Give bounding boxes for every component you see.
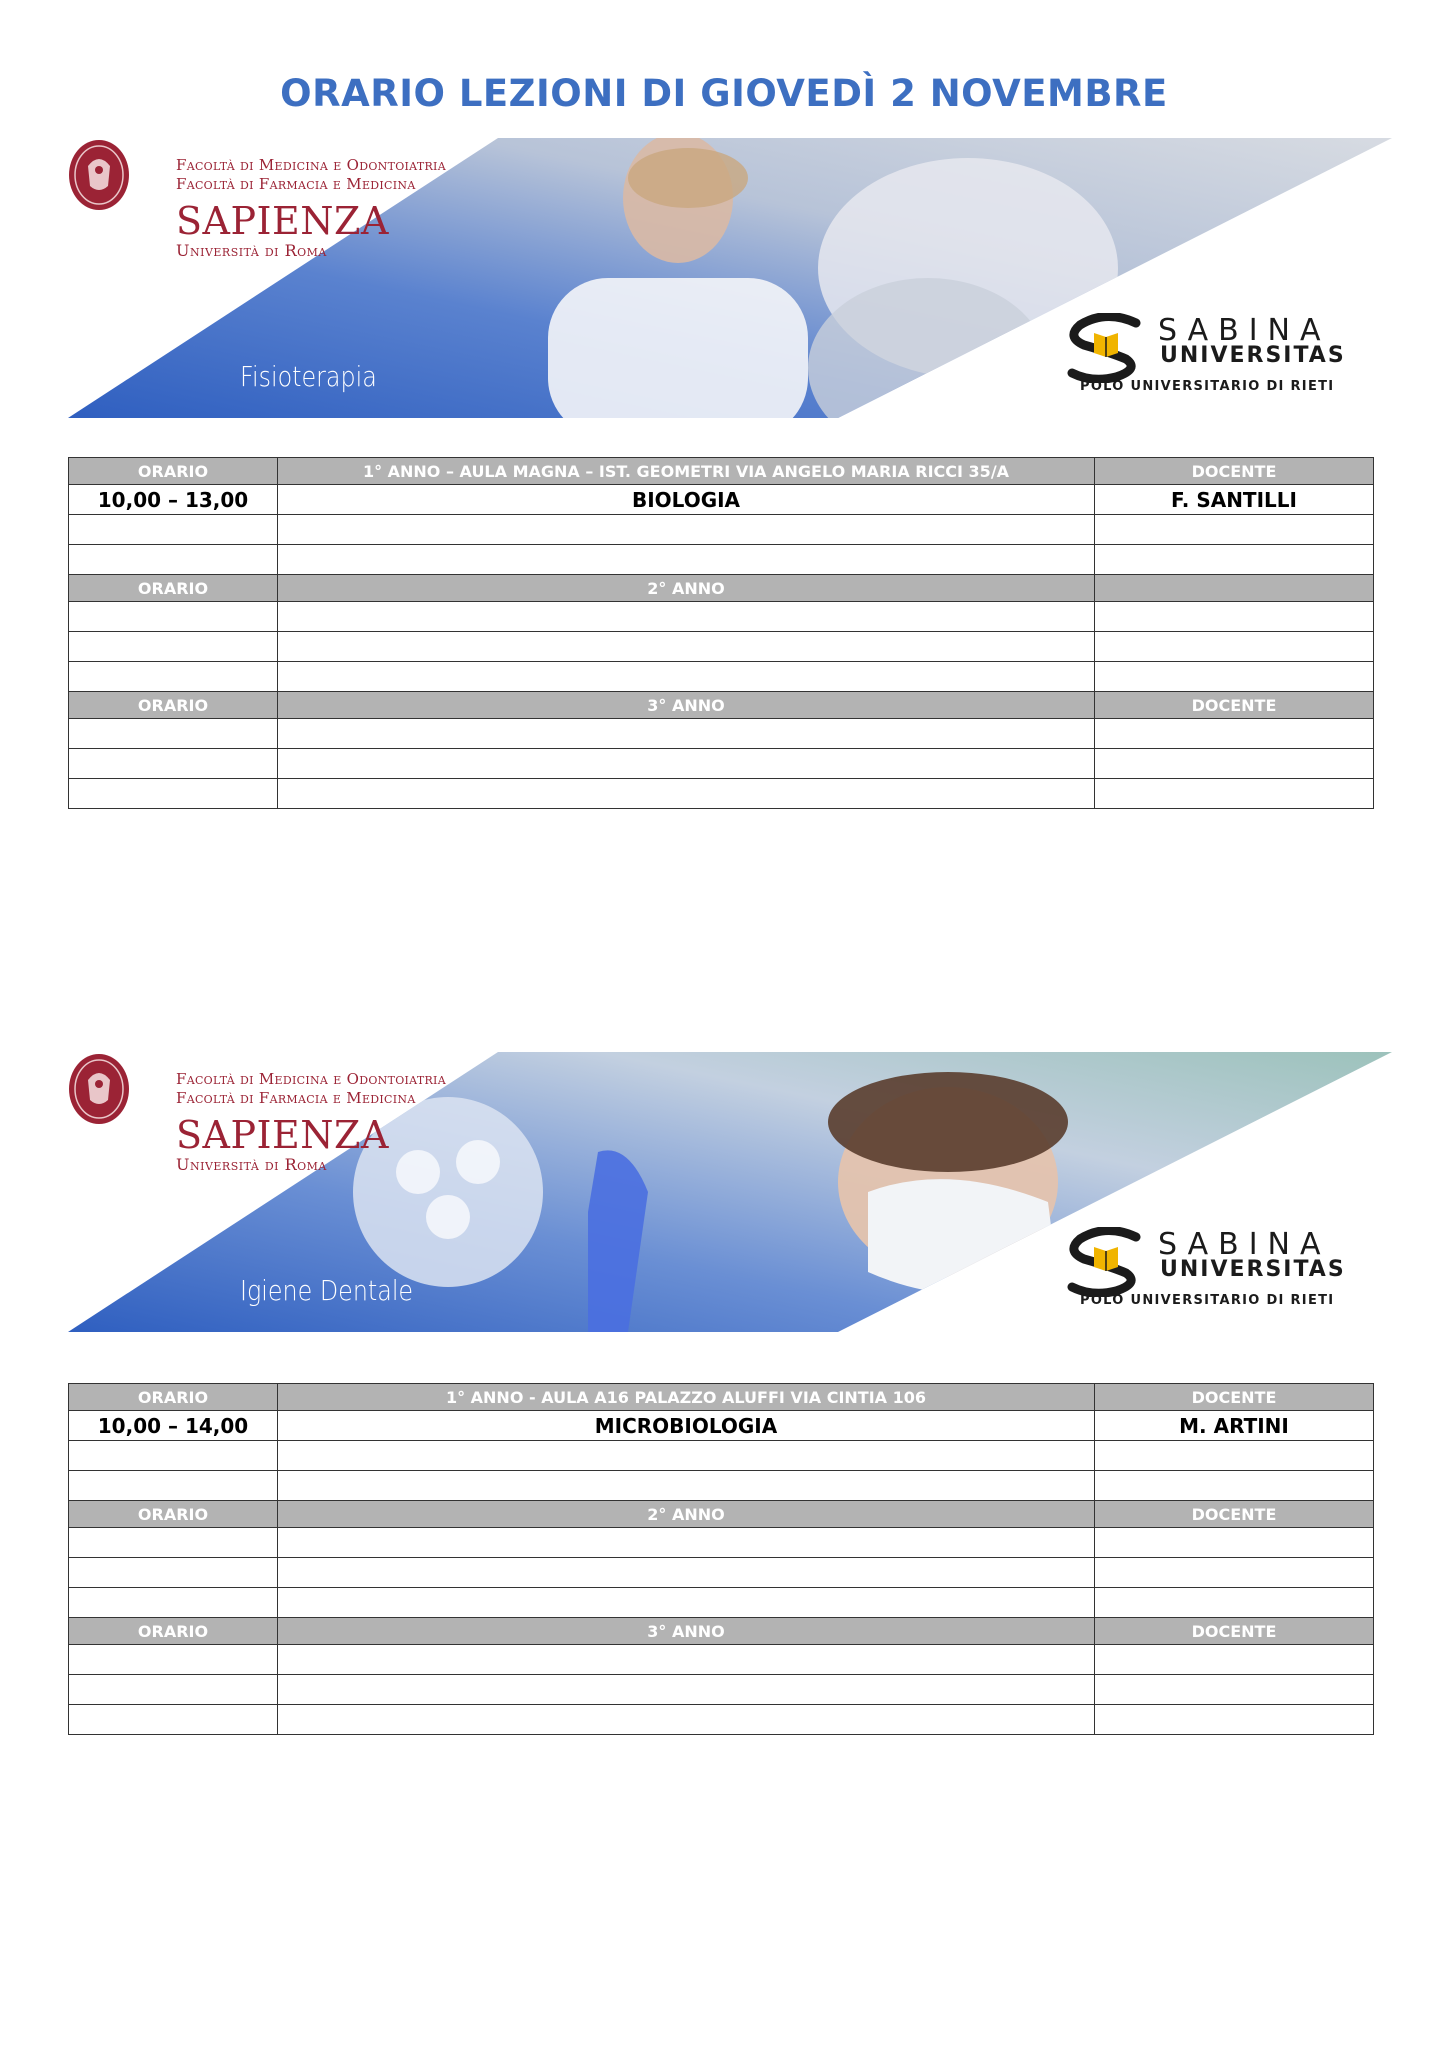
table-row [69,632,1374,662]
faculty-line-farmacia-medicina: Facoltà di Farmacia e Medicina [176,175,416,193]
header-cell-time: ORARIO [69,458,278,485]
cell-time [69,1471,278,1501]
header-cell-time: ORARIO [69,692,278,719]
table-row [69,1645,1374,1675]
partner-subtitle: UNIVERSITAS [1160,343,1346,368]
cell-teacher [1095,1645,1374,1675]
faculty-line-farmacia-medicina: Facoltà di Farmacia e Medicina [176,1089,416,1107]
cell-teacher [1095,1528,1374,1558]
table-row [69,545,1374,575]
cell-time [69,1675,278,1705]
cell-time [69,602,278,632]
cell-time: 10,00 – 14,00 [69,1411,278,1441]
table-row [69,662,1374,692]
cell-time [69,1528,278,1558]
header-cell-year-room: 3° ANNO [278,692,1095,719]
cell-time [69,779,278,809]
table-row [69,719,1374,749]
partner-tagline: POLO UNIVERSITARIO DI RIETI [1080,1293,1335,1308]
cell-subject [278,749,1095,779]
table-header-row-year-2 [69,1501,1374,1528]
cell-teacher [1095,1558,1374,1588]
cell-teacher [1095,545,1374,575]
header-cell-year-room: 3° ANNO [278,1618,1095,1645]
table-row [69,602,1374,632]
header-cell-teacher [1095,575,1374,602]
table-header-row-year-1 [69,1384,1374,1411]
table-row [69,1441,1374,1471]
page-title: ORARIO LEZIONI DI GIOVEDÌ 2 NOVEMBRE [280,72,1168,115]
cell-subject [278,1645,1095,1675]
partner-name: SABINA [1158,313,1331,348]
cell-subject [278,1558,1095,1588]
cell-teacher [1095,632,1374,662]
cell-teacher [1095,1471,1374,1501]
sabina-universitas-logo [1066,313,1366,403]
partner-subtitle: UNIVERSITAS [1160,1257,1346,1282]
cell-subject [278,779,1095,809]
cell-subject [278,719,1095,749]
sapienza-seal-icon [68,1052,130,1126]
cell-subject [278,545,1095,575]
cell-time [69,1588,278,1618]
header-cell-teacher: DOCENTE [1095,1618,1374,1645]
course-name: Fisioterapia [240,360,377,393]
cell-teacher [1095,662,1374,692]
cell-subject [278,1471,1095,1501]
header-cell-time: ORARIO [69,1618,278,1645]
course-name: Igiene Dentale [240,1274,414,1307]
cell-teacher [1095,1675,1374,1705]
cell-teacher [1095,1441,1374,1471]
table-row [69,485,1374,515]
header-cell-year-room: 2° ANNO [278,1501,1095,1528]
course-banner-fisioterapia [68,138,1392,418]
sabina-book-icon [1066,313,1150,383]
schedule-table-fisioterapia [68,457,1374,809]
table-row [69,1675,1374,1705]
faculty-names [176,1070,446,1108]
header-cell-teacher: DOCENTE [1095,1501,1374,1528]
cell-subject [278,632,1095,662]
cell-subject [278,515,1095,545]
partner-name: SABINA [1158,1227,1331,1262]
table-row [69,749,1374,779]
cell-time [69,1705,278,1735]
cell-time [69,632,278,662]
table-row [69,1411,1374,1441]
cell-time [69,749,278,779]
header-cell-year-room: 1° ANNO – AULA MAGNA – IST. GEOMETRI VIA ANGELO MARIA RICCI 35/A [278,458,1095,485]
table-header-row-year-3 [69,692,1374,719]
table-header-row-year-3 [69,1618,1374,1645]
university-subtitle: Università di Roma [176,241,327,260]
partner-tagline: POLO UNIVERSITARIO DI RIETI [1080,379,1335,394]
cell-subject [278,1705,1095,1735]
cell-time [69,662,278,692]
sapienza-seal-icon [68,138,130,212]
university-subtitle: Università di Roma [176,1155,327,1174]
cell-subject [278,1528,1095,1558]
cell-time [69,545,278,575]
cell-time [69,515,278,545]
header-cell-time: ORARIO [69,1501,278,1528]
header-cell-teacher: DOCENTE [1095,1384,1374,1411]
faculty-line-medicina-odontoiatria: Facoltà di Medicina e Odontoiatria [176,156,446,174]
cell-subject [278,662,1095,692]
cell-time [69,1558,278,1588]
header-cell-time: ORARIO [69,1384,278,1411]
table-row [69,1558,1374,1588]
cell-time [69,719,278,749]
cell-time: 10,00 – 13,00 [69,485,278,515]
cell-teacher [1095,749,1374,779]
cell-teacher [1095,515,1374,545]
university-name: SAPIENZA [176,199,389,243]
cell-subject [278,1441,1095,1471]
cell-subject: BIOLOGIA [278,485,1095,515]
cell-teacher [1095,719,1374,749]
table-header-row-year-1 [69,458,1374,485]
table-row [69,1588,1374,1618]
cell-teacher: M. ARTINI [1095,1411,1374,1441]
table-row [69,1528,1374,1558]
cell-subject: MICROBIOLOGIA [278,1411,1095,1441]
cell-teacher: F. SANTILLI [1095,485,1374,515]
table-row [69,779,1374,809]
cell-teacher [1095,1705,1374,1735]
header-cell-teacher: DOCENTE [1095,458,1374,485]
cell-teacher [1095,1588,1374,1618]
header-cell-teacher: DOCENTE [1095,692,1374,719]
cell-time [69,1645,278,1675]
university-name: SAPIENZA [176,1113,389,1157]
sabina-universitas-logo [1066,1227,1366,1317]
cell-teacher [1095,779,1374,809]
header-cell-year-room: 1° ANNO - AULA A16 PALAZZO ALUFFI VIA CINTIA 106 [278,1384,1095,1411]
course-banner-igiene-dentale [68,1052,1392,1332]
cell-subject [278,1675,1095,1705]
faculty-line-medicina-odontoiatria: Facoltà di Medicina e Odontoiatria [176,1070,446,1088]
table-header-row-year-2 [69,575,1374,602]
cell-subject [278,1588,1095,1618]
cell-teacher [1095,602,1374,632]
cell-subject [278,602,1095,632]
schedule-table-igiene-dentale [68,1383,1374,1735]
header-cell-time: ORARIO [69,575,278,602]
cell-time [69,1441,278,1471]
table-row [69,1705,1374,1735]
table-row [69,1471,1374,1501]
header-cell-year-room: 2° ANNO [278,575,1095,602]
faculty-names [176,156,446,194]
sabina-book-icon [1066,1227,1150,1297]
table-row [69,515,1374,545]
